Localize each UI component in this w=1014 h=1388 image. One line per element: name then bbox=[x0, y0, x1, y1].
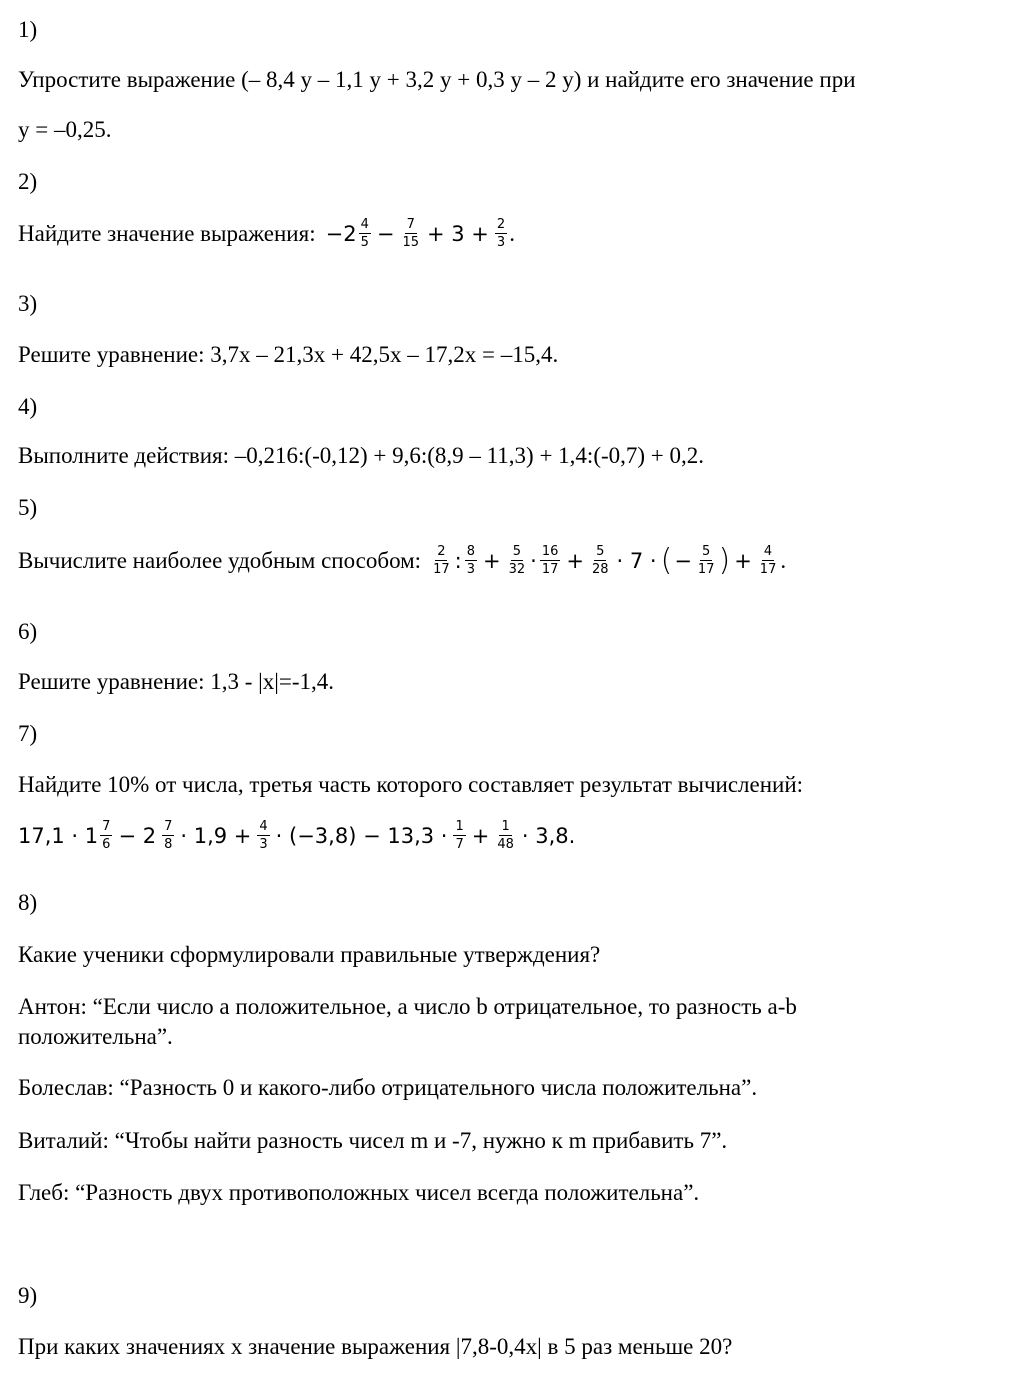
fraction bbox=[590, 545, 611, 576]
plus-sign: + bbox=[482, 548, 501, 573]
numerator: 2 bbox=[496, 217, 506, 232]
task-2-whole: −2 bbox=[325, 221, 357, 246]
denominator: 3 bbox=[466, 561, 475, 577]
task-8-anton-line1: Антон: “Если число а положительное, а число b отрицательное, то разность a-b bbox=[18, 994, 797, 1019]
denominator: 32 bbox=[508, 561, 526, 577]
expr-part: + bbox=[471, 823, 490, 848]
task-8-number: 8) bbox=[18, 890, 38, 915]
numerator: 7 bbox=[102, 819, 111, 834]
task-9-number: 9) bbox=[18, 1283, 38, 1308]
period: . bbox=[780, 547, 787, 573]
task-4-text: Выполните действия: –0,216:(-0,12) + 9,6:(8,9 – 11,3) + 1,4:(-0,7) + 0,2. bbox=[18, 443, 705, 468]
left-paren: ( bbox=[660, 543, 673, 578]
denominator: 17 bbox=[541, 561, 559, 577]
fraction bbox=[696, 545, 717, 576]
denominator: 5 bbox=[360, 234, 369, 250]
numerator: 16 bbox=[541, 543, 559, 559]
expr-part: 17,1 · 1 bbox=[18, 823, 99, 848]
expr-part: · (−3,8) − 13,3 · bbox=[275, 823, 448, 848]
task-5-expression bbox=[18, 543, 786, 578]
task-9-text: При каких значениях х значение выражения |7,8-0,4х| в 5 раз меньше 20? bbox=[18, 1334, 733, 1359]
numerator: 7 bbox=[164, 819, 173, 834]
fraction bbox=[495, 820, 516, 851]
fraction bbox=[400, 218, 421, 249]
plus-sign: + bbox=[566, 548, 584, 573]
task-1-number: 1) bbox=[18, 17, 38, 42]
numerator: 5 bbox=[702, 543, 711, 559]
dot: · bbox=[530, 548, 537, 573]
denominator: 3 bbox=[496, 234, 506, 250]
fraction bbox=[495, 218, 507, 249]
denominator: 17 bbox=[759, 561, 777, 577]
numerator: 1 bbox=[501, 819, 510, 834]
denominator: 8 bbox=[164, 836, 173, 852]
numerator: 5 bbox=[512, 543, 521, 559]
fraction bbox=[758, 545, 779, 576]
numerator: 2 bbox=[437, 543, 446, 559]
numerator: 7 bbox=[406, 217, 415, 232]
task-1-text-line2: у = –0,25. bbox=[18, 117, 112, 142]
numerator: 1 bbox=[455, 819, 464, 834]
plus-three: + 3 + bbox=[427, 221, 489, 246]
task-6-text: Решите уравнение: 1,3 - |х|=-1,4. bbox=[18, 669, 335, 694]
minus-sign: − bbox=[376, 221, 395, 246]
denominator: 17 bbox=[433, 561, 450, 577]
numerator: 4 bbox=[360, 217, 369, 232]
fraction bbox=[465, 545, 477, 576]
denominator: 28 bbox=[591, 561, 609, 577]
task-8-question: Какие ученики сформулировали правильные утверждения? bbox=[18, 942, 601, 967]
numerator: 8 bbox=[466, 543, 475, 559]
fraction bbox=[507, 545, 528, 576]
fraction bbox=[257, 820, 269, 851]
task-3-text: Решите уравнение: 3,7х – 21,3х + 42,5х – 17,2х = –15,4. bbox=[18, 342, 559, 367]
fraction bbox=[540, 545, 561, 576]
colon: : bbox=[454, 548, 462, 573]
task-7-expression bbox=[18, 820, 579, 851]
plus-sign: + bbox=[734, 548, 752, 573]
task-8-vitaly: Виталий: “Чтобы найти разность чисел m и -7, нужно к m прибавить 7”. bbox=[18, 1128, 728, 1153]
denominator: 48 bbox=[497, 836, 514, 852]
denominator: 15 bbox=[402, 234, 419, 250]
numerator: 4 bbox=[763, 543, 773, 559]
task-2-number: 2) bbox=[18, 169, 38, 194]
numerator: 5 bbox=[596, 543, 605, 559]
task-8-gleb: Глеб: “Разность двух противоположных чисел всегда положительна”. bbox=[18, 1180, 700, 1205]
expr-part: · 1,9 + bbox=[180, 823, 252, 848]
denominator: 6 bbox=[102, 836, 111, 852]
fraction bbox=[453, 820, 465, 851]
denominator: 17 bbox=[697, 561, 715, 577]
task-8-anton-line2: положительна”. bbox=[18, 1024, 173, 1049]
task-7-text: Найдите 10% от числа, третья часть которого составляет результат вычислений: bbox=[18, 772, 804, 797]
task-6-number: 6) bbox=[18, 619, 38, 644]
numerator: 4 bbox=[259, 819, 268, 834]
right-paren: ) bbox=[718, 543, 731, 578]
minus-sign: − bbox=[674, 548, 692, 573]
task-8-boleslav: Болеслав: “Разность 0 и какого-либо отрицательного числа положительна”. bbox=[18, 1075, 758, 1100]
task-7-number: 7) bbox=[18, 721, 38, 746]
task-2-expression bbox=[18, 218, 515, 249]
task-1-text-line1: Упростите выражение (– 8,4 у – 1,1 у + 3,2 у + 0,3 у – 2 у) и найдите его значение при bbox=[18, 67, 856, 92]
times-seven: · 7 · bbox=[616, 548, 657, 573]
fraction bbox=[431, 545, 452, 576]
fraction bbox=[162, 820, 174, 851]
task-4-number: 4) bbox=[18, 394, 38, 419]
fraction bbox=[100, 820, 112, 851]
fraction bbox=[359, 218, 371, 249]
expr-part: · 3,8. bbox=[521, 823, 576, 848]
denominator: 3 bbox=[259, 836, 268, 852]
task-5-number: 5) bbox=[18, 495, 38, 520]
task-5-prefix: Вычислите наиболее удобным способом: bbox=[18, 547, 422, 573]
task-3-number: 3) bbox=[18, 291, 38, 316]
denominator: 7 bbox=[455, 836, 464, 852]
expr-part: − 2 bbox=[118, 823, 157, 848]
task-2-prefix: Найдите значение выражения: bbox=[18, 220, 316, 246]
period: . bbox=[509, 220, 515, 246]
